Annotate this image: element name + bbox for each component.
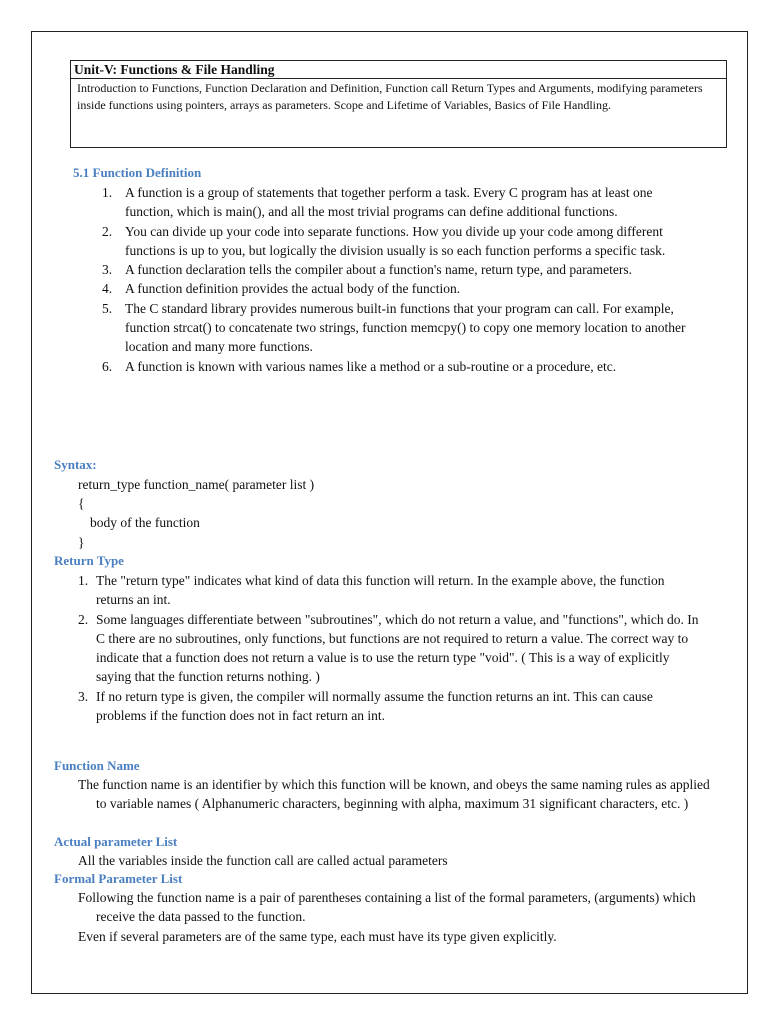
formal-parameter-heading: Formal Parameter List: [54, 871, 183, 886]
list-item: 4. A function definition provides the actual body of the function.: [102, 281, 461, 297]
return-type-heading: Return Type: [54, 553, 124, 568]
unit-description: Introduction to Functions, Function Declaration and Definition, Function call Return Types and Arguments, modifying parameters inside functions using pointers, arrays as parameters. Scope and Lifetime of Variables, Basics of File Handling.: [77, 81, 703, 112]
formal-parameter-text: Following the function name is a pair of parentheses containing a list of the formal parameters, (arguments) which receive the data passed to the function.: [78, 890, 696, 925]
list-item: 1. A function is a group of statements that together perform a task. Every C program has at least one function, which is main(), and all the most trivial programs can define additional functions.: [102, 185, 653, 220]
list-item: 1. The "return type" indicates what kind of data this function will return. In the example above, the function returns an int.: [78, 573, 665, 608]
list-item: 5. The C standard library provides numerous built-in functions that your program can call. For example, function strcat() to concatenate two strings, function memcpy() to copy one memory location to another location and many more functions.: [102, 300, 686, 355]
syntax-line: {: [78, 496, 85, 511]
actual-parameter-text: All the variables inside the function call are called actual parameters: [78, 853, 448, 868]
function-definition-list: [72, 183, 697, 376]
function-name-heading: Function Name: [54, 758, 140, 773]
syntax-line: body of the function: [90, 515, 200, 530]
list-item: 2. You can divide up your code into separate functions. How you divide up your code among different functions is up to you, but logically the division usually is so each function performs a specific task.: [102, 223, 666, 258]
unit-box: [70, 60, 727, 148]
list-item: 6. A function is known with various names like a method or a sub-routine or a procedure, etc.: [102, 358, 617, 374]
list-item: 3. If no return type is given, the compiler will normally assume the function returns an int. This can cause problems if the function does not in fact return an int.: [78, 688, 653, 724]
unit-title: Unit-V: Functions & File Handling: [71, 61, 726, 79]
list-item: 2. Some languages differentiate between "subroutines", which do not return a value, and "functions", which do. In C there are no subroutines, only functions, but functions are not required to return a value. The correct way to indicate that a function does not return a value is to use the return type "void". ( This is a way of explicitly saying that the function returns nothing. ): [78, 611, 699, 685]
return-type-list: [53, 571, 705, 725]
actual-parameter-heading: Actual parameter List: [54, 834, 178, 849]
section-heading-function-definition: 5.1 Function Definition: [73, 165, 202, 180]
syntax-heading: Syntax:: [54, 457, 97, 472]
function-name-text: The function name is an identifier by which this function will be known, and obeys the same naming rules as applied to variable names ( Alphanumeric characters, beginning with alpha, maximum 31 significant characters, etc. ): [78, 777, 710, 812]
syntax-line: return_type function_name( parameter list ): [78, 477, 315, 492]
list-item: 3. A function declaration tells the compiler about a function's name, return type, and parameters.: [102, 262, 633, 278]
formal-parameter-text-2: Even if several parameters are of the same type, each must have its type given explicitly.: [78, 929, 557, 944]
syntax-line: }: [78, 535, 85, 550]
